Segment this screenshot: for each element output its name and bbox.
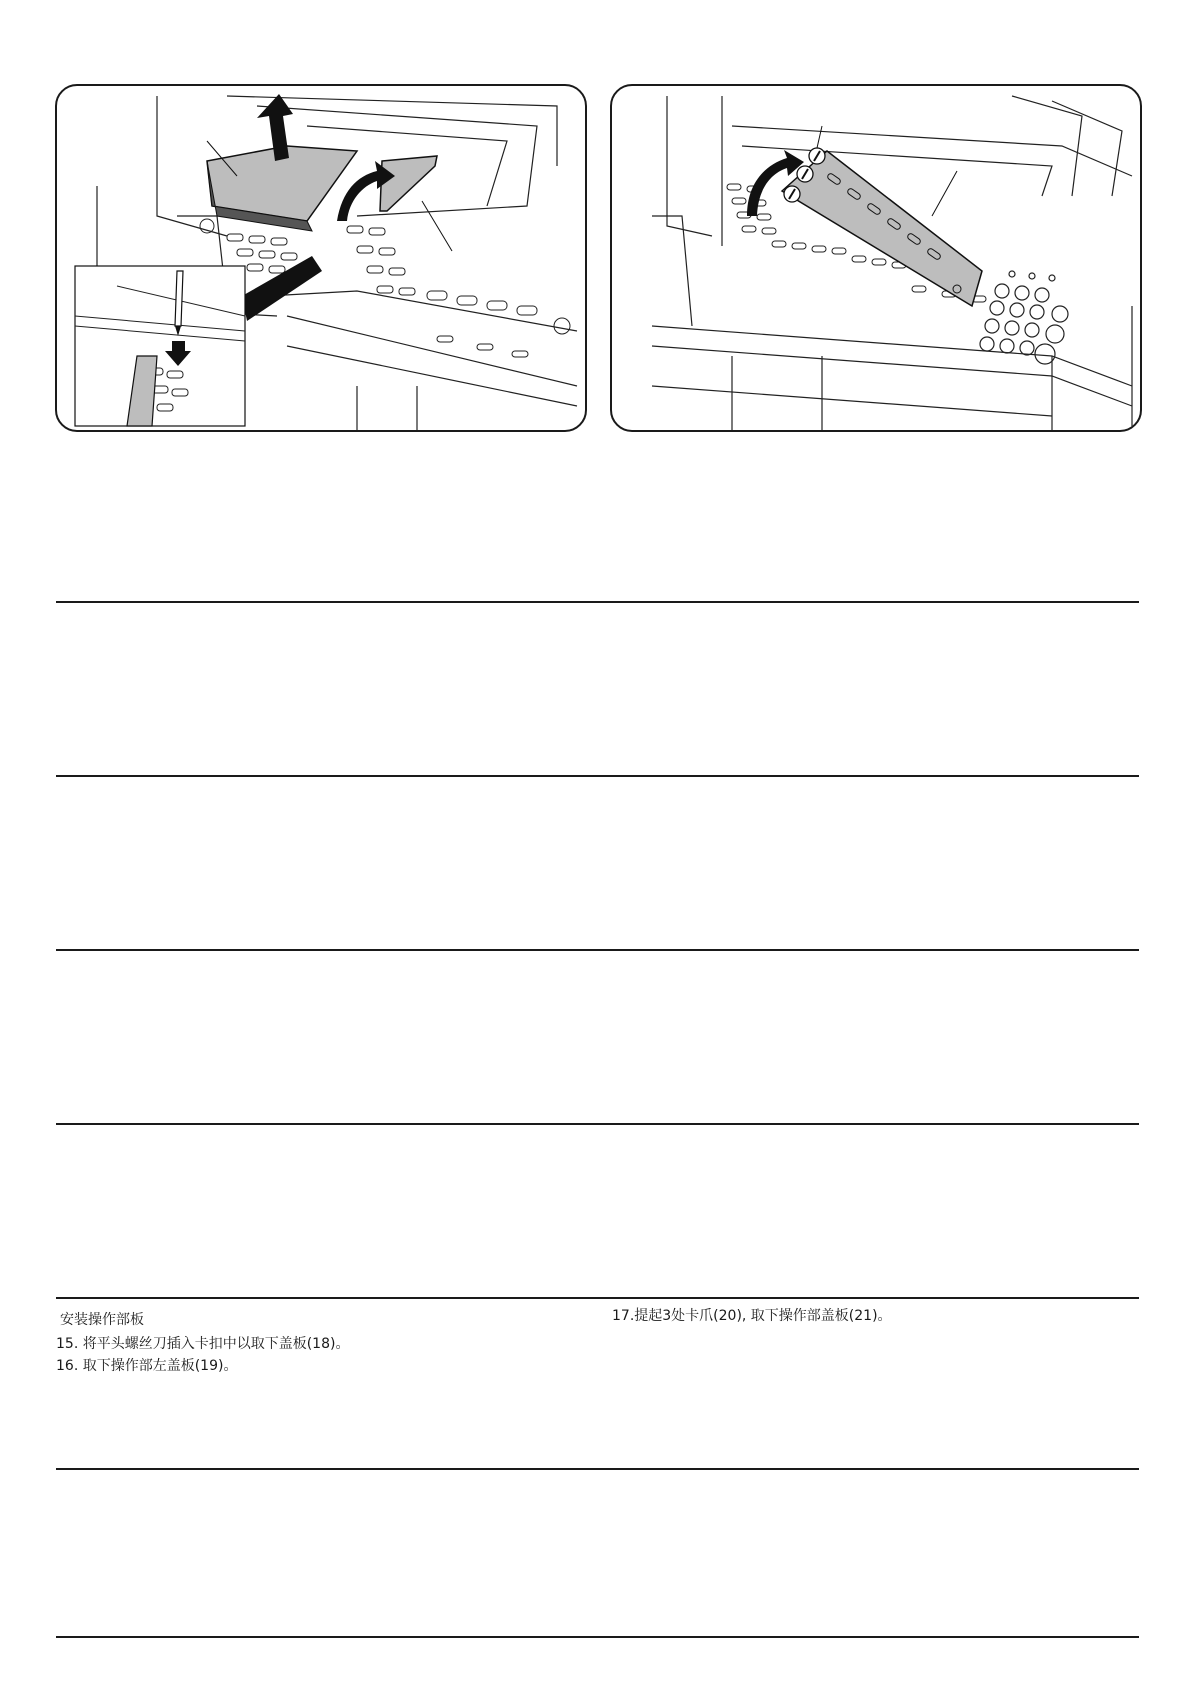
screwdriver-removing-cover-figure [57,86,585,430]
step-16-text: 16. 取下操作部左盖板(19)。 [56,1358,238,1374]
divider [56,1297,1139,1299]
divider [56,775,1139,777]
divider [56,1636,1139,1638]
divider [56,601,1139,603]
divider [56,1468,1139,1470]
divider [56,1123,1139,1125]
step-17-text: 17.提起3处卡爪(20), 取下操作部盖板(21)。 [612,1308,892,1324]
figure-left-panel [55,84,587,432]
section-heading: 安装操作部板 [60,1312,144,1328]
lifting-operation-panel-cover-figure [612,86,1140,430]
divider [56,949,1139,951]
figure-right-panel [610,84,1142,432]
step-15-text: 15. 将平头螺丝刀插入卡扣中以取下盖板(18)。 [56,1336,350,1352]
